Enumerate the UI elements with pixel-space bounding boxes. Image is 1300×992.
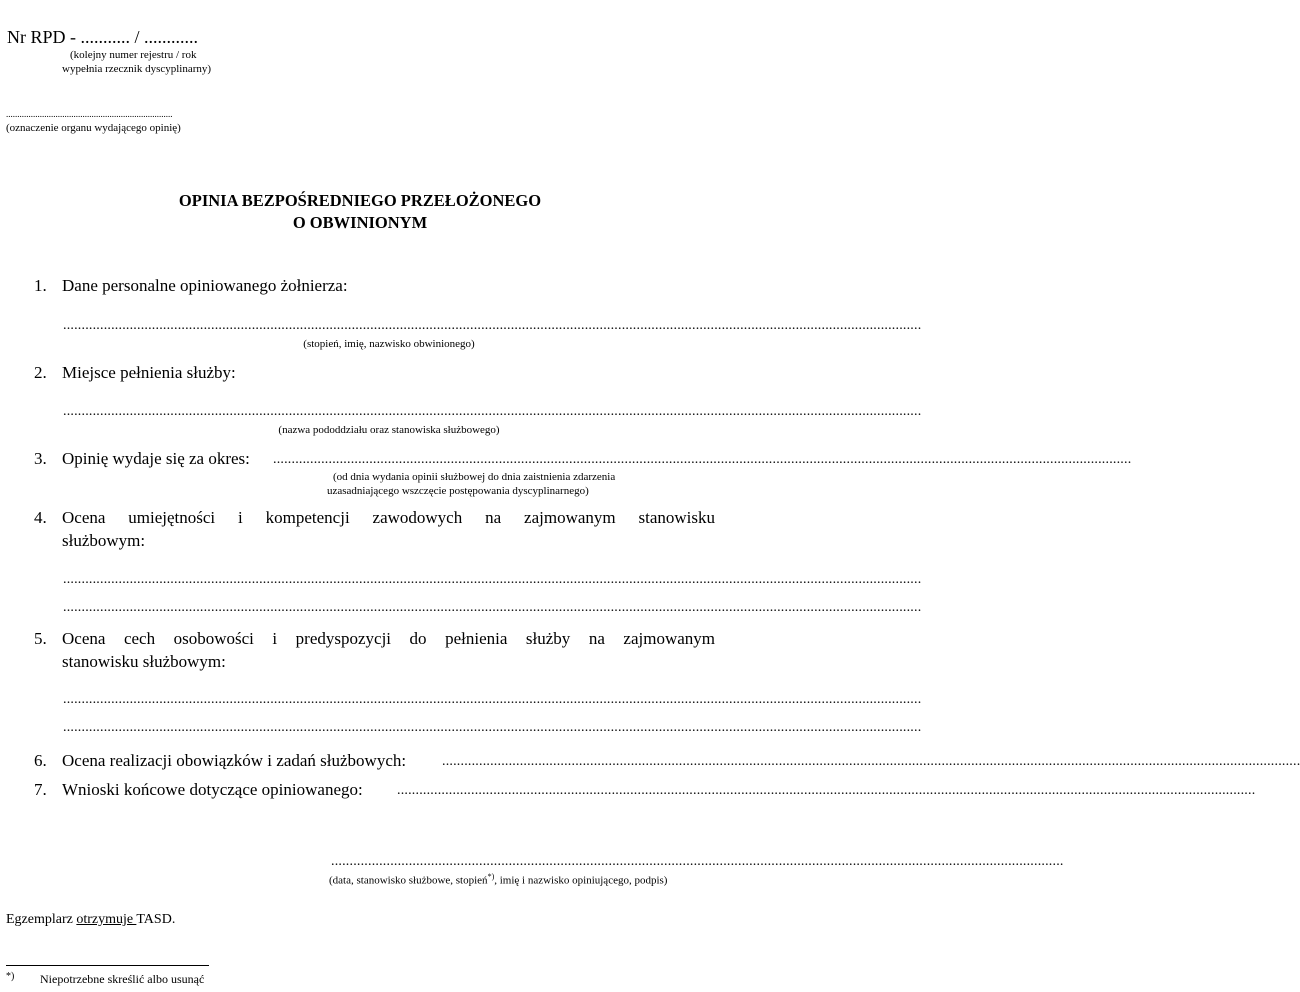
register-number-note: wypełnia rzecznik dyscyplinarny) bbox=[62, 63, 212, 75]
footnote-mark: *) bbox=[6, 971, 15, 982]
section-hint: uzasadniającego wszczęcie postępowania dyscyplinarnego) bbox=[327, 485, 589, 497]
footnote-text: Niepotrzebne skreślić albo usunąć bbox=[40, 972, 205, 986]
register-number-note: (kolejny numer rejestru / rok bbox=[70, 49, 197, 61]
section-number: 4. bbox=[34, 508, 47, 527]
section-label: Ocena cech osobowości i predyspozycji do pełnienia służby na zajmowanym bbox=[62, 629, 715, 648]
section-label: Ocena realizacji obowiązków i zadań służbowych: bbox=[62, 751, 407, 770]
section-number: 6. bbox=[34, 751, 47, 770]
issuing-authority-field[interactable]: .......................................................................... bbox=[6, 109, 173, 119]
section-label: Dane personalne opiniowanego żołnierza: bbox=[62, 276, 348, 295]
section-hint: (od dnia wydania opinii służbowej do dnia zaistnienia zdarzenia bbox=[333, 471, 616, 483]
competence-field-line1[interactable]: ........................................................................................................................................................................................................................................ bbox=[63, 572, 922, 587]
duties-field[interactable]: ........................................................................................................................................................................................................................................ bbox=[442, 754, 1300, 769]
section-hint: (stopień, imię, nazwisko obwinionego) bbox=[303, 338, 475, 350]
section-label: służbowym: bbox=[62, 531, 146, 550]
copy-note: Egzemplarz otrzymuje TASD. bbox=[6, 912, 176, 927]
register-number: Nr RPD - ........... / ............ bbox=[7, 27, 199, 47]
section-number: 1. bbox=[34, 276, 47, 295]
section-label: Wnioski końcowe dotyczące opiniowanego: bbox=[62, 780, 363, 799]
section-number: 5. bbox=[34, 629, 47, 648]
section-label: stanowisku służbowym: bbox=[62, 652, 226, 671]
signature-field[interactable]: ...................................................................................................................................................................................................... bbox=[331, 854, 1064, 869]
issuing-authority-note: (oznaczenie organu wydającego opinię) bbox=[6, 122, 181, 134]
section-label: Miejsce pełnienia służby: bbox=[62, 363, 236, 382]
competence-field-line2[interactable]: ........................................................................................................................................................................................................................................ bbox=[63, 600, 922, 615]
period-field[interactable]: ........................................................................................................................................................................................................................................ bbox=[273, 452, 1132, 467]
personality-field-line2[interactable]: ........................................................................................................................................................................................................................................ bbox=[63, 720, 922, 735]
service-place-field[interactable]: ........................................................................................................................................................................................................................................ bbox=[63, 404, 922, 419]
conclusions-field[interactable]: ........................................................................................................................................................................................................................................ bbox=[397, 783, 1256, 798]
section-number: 3. bbox=[34, 449, 47, 468]
section-label: Ocena umiejętności i kompetencji zawodowych na zajmowanym stanowisku bbox=[62, 508, 715, 527]
section-number: 7. bbox=[34, 780, 47, 799]
footnote-divider bbox=[6, 965, 209, 966]
section-number: 2. bbox=[34, 363, 47, 382]
personal-data-field[interactable]: ........................................................................................................................................................................................................................................ bbox=[63, 318, 922, 333]
document-title: OPINIA BEZPOŚREDNIEGO PRZEŁOŻONEGO bbox=[178, 191, 542, 210]
section-hint: (nazwa pododdziału oraz stanowiska służbowego) bbox=[278, 424, 500, 436]
personality-field-line1[interactable]: ........................................................................................................................................................................................................................................ bbox=[63, 692, 922, 707]
section-label: Opinię wydaje się za okres: bbox=[62, 449, 250, 468]
signature-hint: (data, stanowisko służbowe, stopień*), imię i nazwisko opiniującego, podpis) bbox=[329, 872, 668, 887]
document-subtitle: O OBWINIONYM bbox=[292, 213, 428, 232]
